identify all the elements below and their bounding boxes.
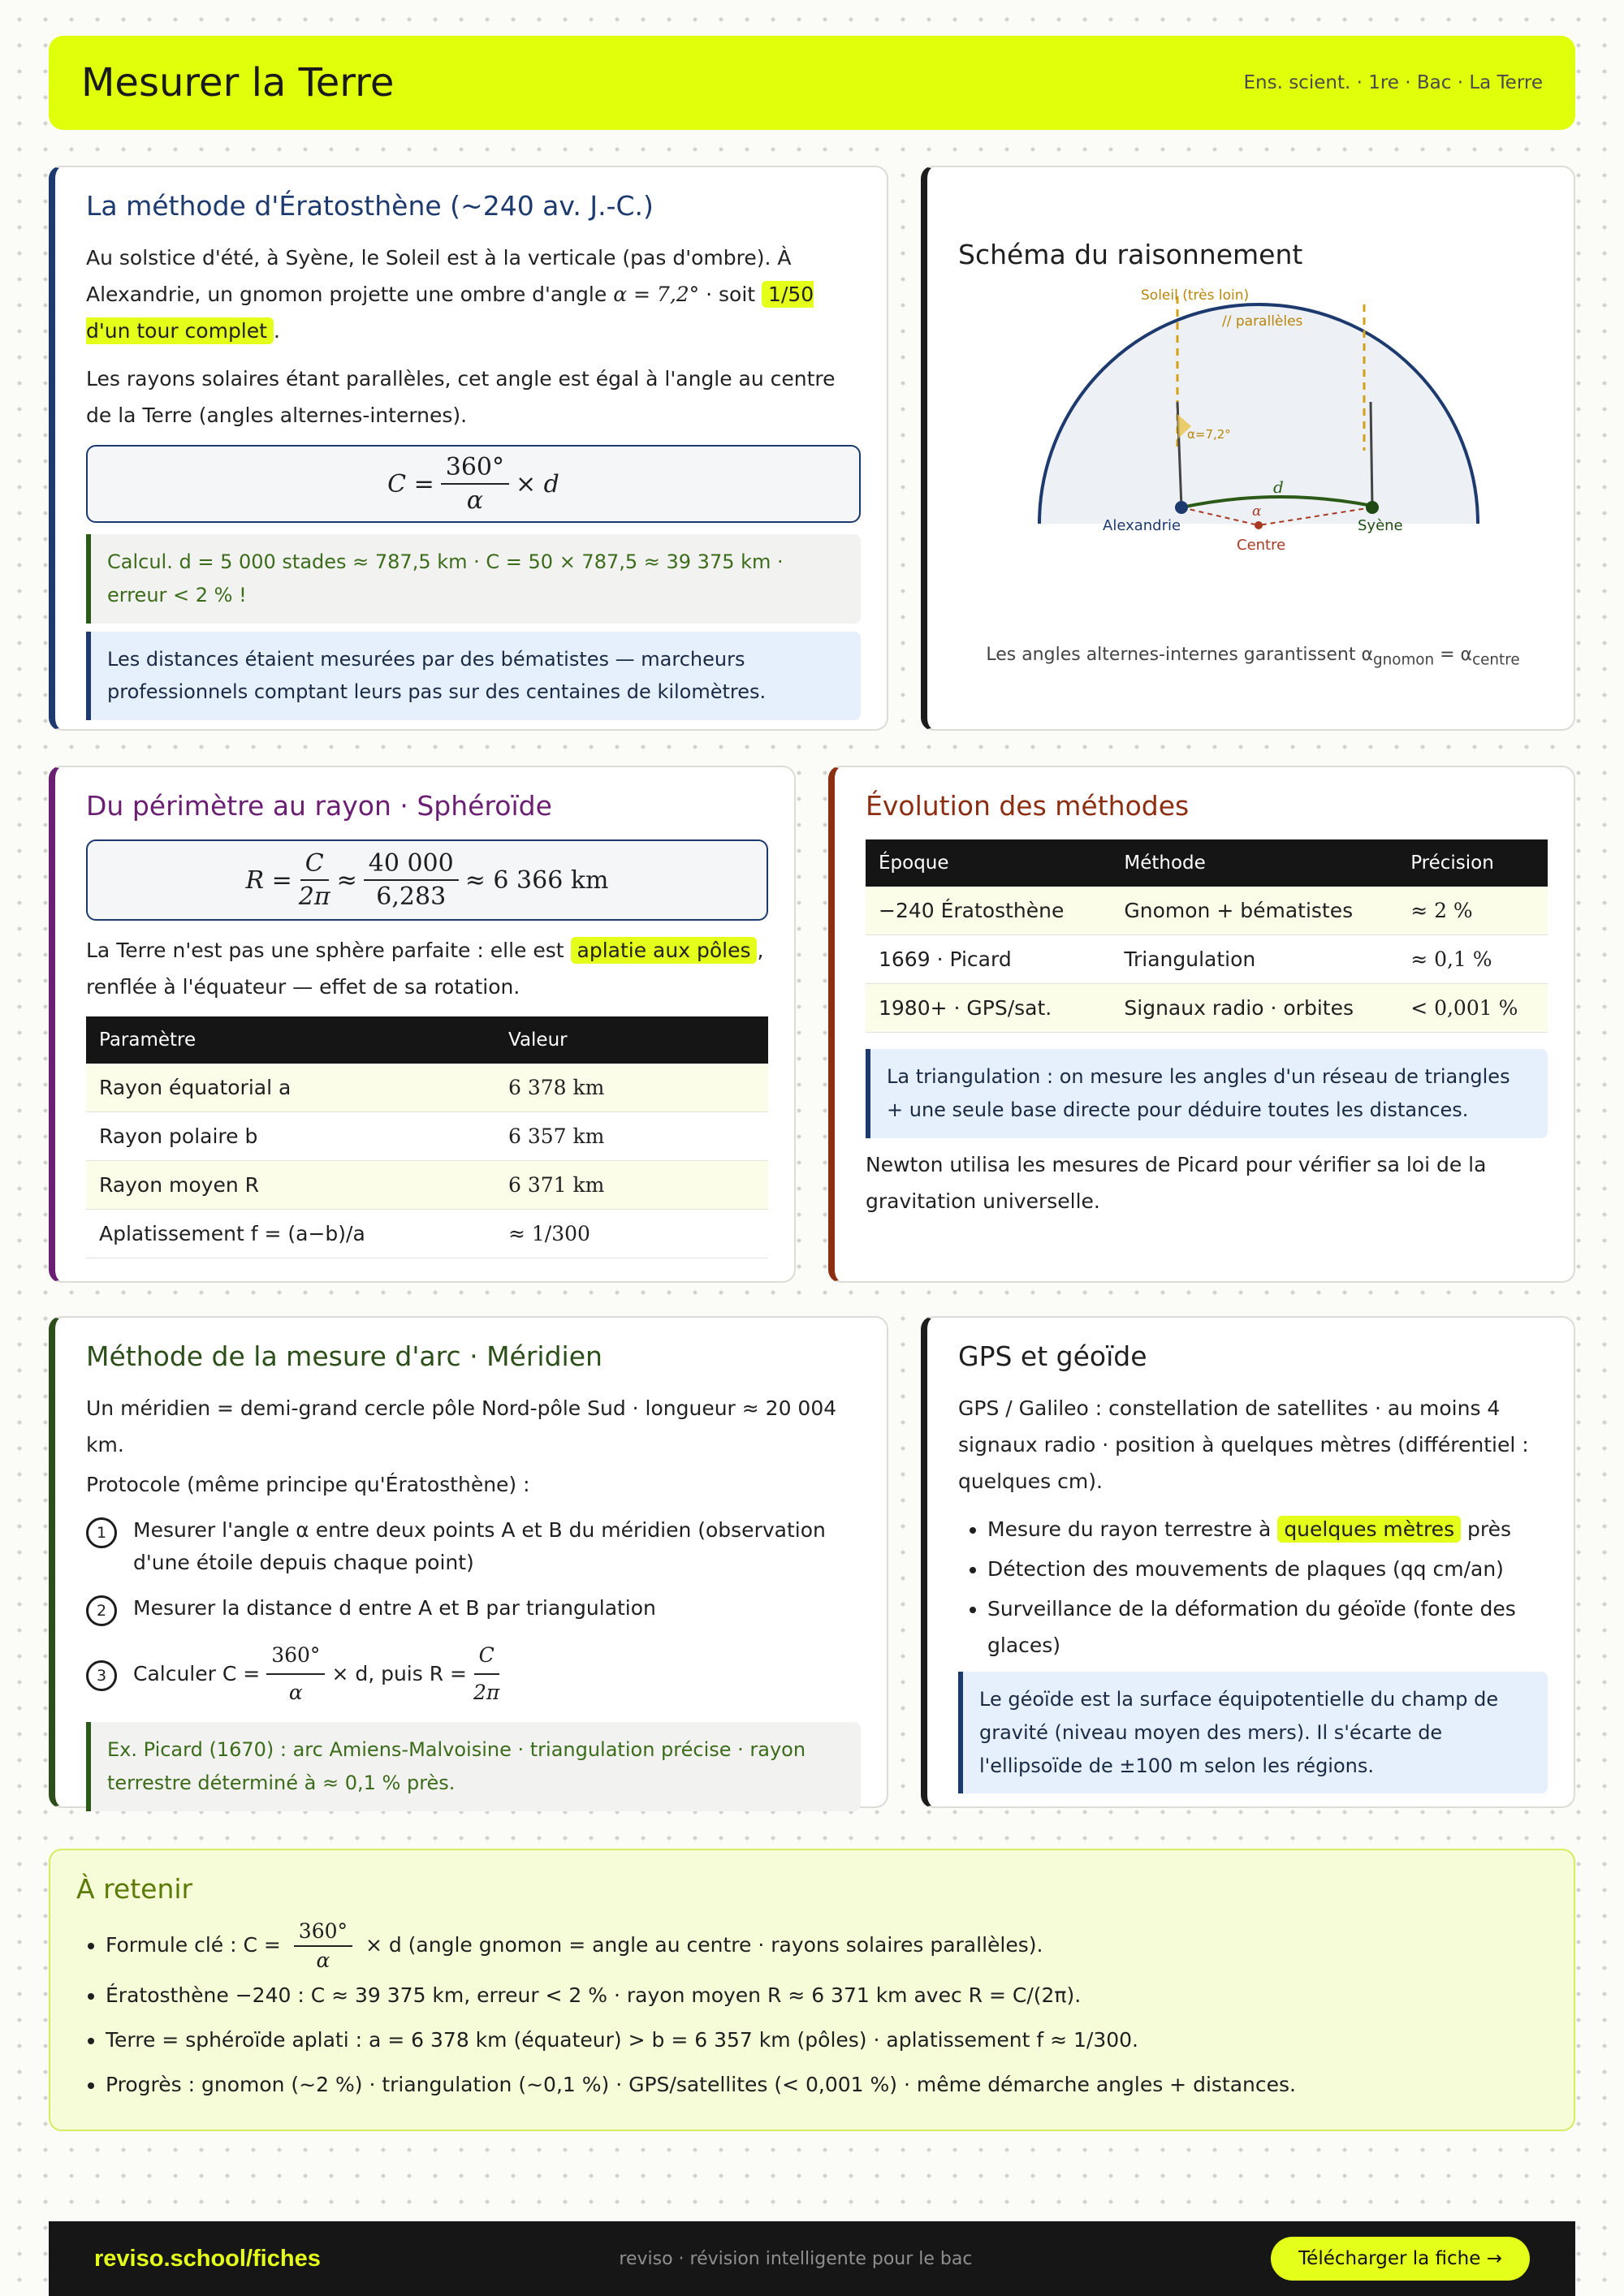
card-evolution [828, 766, 1575, 1283]
highlight-fraction: 1/50 d'un tour complet [86, 283, 814, 343]
parameters-table [86, 1016, 768, 1258]
table-row: Rayon moyen R 6 371 km [86, 1161, 768, 1210]
table-row: −240 Ératosthène Gnomon + bématistes ≈ 2 % [866, 887, 1548, 935]
list-item: • Mesure du rayon terrestre à quelques mètres près [987, 1511, 1548, 1547]
paragraph-parallel-rays: Les rayons solaires étant parallèles, cet angle est égal à l'angle au centre de la Terre (angles alternes-internes). [86, 367, 836, 427]
info-geoide: Le géoïde est la surface équipotentielle du champ de gravité (niveau moyen des mers). Il s'écarte de l'ellipsoïde de ±100 m selon les régions. [958, 1672, 1548, 1793]
paragraph-aplatie: La Terre n'est pas une sphère parfaite : elle est aplatie aux pôles , renflée à l'équateur — effet de sa rotation. [86, 939, 764, 999]
card-title: La méthode d'Ératosthène (~240 av. J.-C.) [86, 190, 654, 222]
list-item: • Terre = sphéroïde aplati : a = 6 378 km (équateur) > b = 6 357 km (pôles) · aplatissement f ≈ 1/300. [106, 2018, 1548, 2062]
footer-tagline: reviso · révision intelligente pour le bac [619, 2248, 973, 2269]
alpha-gnomon-label: α=7,2° [1187, 427, 1231, 442]
methods-table [866, 839, 1548, 1033]
table-row: Rayon polaire b 6 357 km [86, 1112, 768, 1161]
paragraph-solstice: Au solstice d'été, à Syène, le Soleil est à la verticale (pas d'ombre). À Alexandrie, un gnomon projette une ombre d'angle α = 7,2° · soit 1/50 d'un tour complet . [86, 246, 814, 343]
summary-list [76, 1919, 1548, 2107]
table-row: 1669 · Picard Triangulation ≈ 0,1 % [866, 935, 1548, 984]
alexandrie-label: Alexandrie [1103, 517, 1181, 534]
highlight-aplatie: aplatie aux pôles [571, 937, 758, 964]
table-header: Valeur [495, 1016, 768, 1064]
eratosthenes-diagram [958, 288, 1559, 629]
list-item: 1 Mesurer l'angle α entre deux points A et B du méridien (observation d'une étoile depuis chaque point) [86, 1514, 861, 1579]
card-meridien [49, 1316, 888, 1808]
card-title: Du périmètre au rayon · Sphéroïde [86, 790, 552, 822]
gnomon-syene [1371, 402, 1372, 507]
alpha-centre-label: α [1252, 503, 1262, 520]
summary-title: À retenir [76, 1873, 193, 1905]
parallels-label: // parallèles [1222, 313, 1303, 330]
centre-point [1255, 521, 1263, 529]
card-title: GPS et géoïde [958, 1340, 1147, 1372]
list-item: • Formule clé : C = $\frac{360^\circ}{\alpha}$ × d (angle gnomon = angle au centre · rayons solaires parallèles). [106, 1919, 1548, 1973]
list-item: 3 Calculer C = $\frac{360^\circ}{\alpha}$ × d, puis R = $\frac{C}{2\pi}$ [86, 1639, 861, 1709]
gps-uses-list [958, 1511, 1548, 1664]
list-item: • Progrès : gnomon (~2 %) · triangulation (~0,1 %) · GPS/satellites (< 0,001 %) · même démarche angles + distances. [106, 2062, 1548, 2107]
card-schema [921, 166, 1575, 731]
diagram-caption: Les angles alternes-internes garantissent $\alpha_{gnomon} = \alpha_{centre}$ [986, 645, 1520, 669]
step-number: 2 [86, 1595, 117, 1626]
card-eratosthene [49, 166, 888, 731]
paragraph-newton: Newton utilisa les mesures de Picard pour vérifier sa loi de la gravitation universelle. [866, 1152, 1487, 1213]
download-button[interactable]: Télécharger la fiche → [1271, 2237, 1530, 2281]
centre-label: Centre [1237, 537, 1286, 554]
step-number: 1 [86, 1517, 117, 1548]
list-item: • Détection des mouvements de plaques (qq cm/an) [987, 1551, 1548, 1587]
table-row: 1980+ · GPS/sat. Signaux radio · orbites < 0,001 % [866, 984, 1548, 1033]
table-row: Rayon équatorial a 6 378 km [86, 1064, 768, 1112]
formula-radius: R = $\frac{C}{2\pi}$ ≈ $\frac{40 000}{6,283}$ ≈ 6 366 km [86, 839, 768, 921]
syene-point [1366, 501, 1379, 514]
formula-circumference: C = $\frac{360^\circ}{\alpha}$ × d [86, 445, 861, 523]
list-item: • Surveillance de la déformation du géoïde (fonte des glaces) [987, 1590, 1548, 1664]
table-header: Paramètre [86, 1016, 495, 1064]
paragraph-protocole: Protocole (même principe qu'Ératosthène) : [86, 1473, 530, 1496]
example-picard-note: Ex. Picard (1670) : arc Amiens-Malvoisine · triangulation précise · rayon terrestre déterminé à ≈ 0,1 % près. [86, 1722, 861, 1811]
card-title: Schéma du raisonnement [958, 239, 1303, 270]
earth-section [1039, 304, 1478, 524]
sun-label: Soleil (très loin) [1141, 288, 1250, 304]
breadcrumb: Ens. scient. · 1re · Bac · La Terre [1243, 72, 1543, 93]
highlight-metres: quelques mètres [1277, 1516, 1461, 1543]
page-title: Mesurer la Terre [81, 60, 395, 106]
table-header: Époque [866, 839, 1111, 887]
card-spheroide [49, 766, 796, 1283]
paragraph-meridien: Un méridien = demi-grand cercle pôle Nord-pôle Sud · longueur ≈ 20 004 km. [86, 1396, 837, 1457]
card-title: Méthode de la mesure d'arc · Méridien [86, 1340, 603, 1372]
protocol-steps [86, 1514, 861, 1709]
card-gps [921, 1316, 1575, 1808]
info-bematistes: Les distances étaient mesurées par des bématistes — marcheurs professionnels comptant leurs pas sur des centaines de kilomètres. [86, 632, 861, 721]
list-item: 2 Mesurer la distance d entre A et B par triangulation [86, 1592, 861, 1626]
list-item: • Ératosthène −240 : C ≈ 39 375 km, erreur < 2 % · rayon moyen R ≈ 6 371 km avec R = C/(2π). [106, 1973, 1548, 2018]
alexandrie-point [1175, 501, 1188, 514]
brand-link[interactable]: reviso.school/fiches [94, 2245, 321, 2272]
d-label: d [1273, 477, 1284, 497]
syene-label: Syène [1358, 517, 1403, 534]
card-title: Évolution des méthodes [866, 790, 1190, 822]
info-triangulation: La triangulation : on mesure les angles d'un réseau de triangles + une seule base directe pour déduire toutes les distances. [866, 1049, 1548, 1138]
table-header: Méthode [1111, 839, 1397, 887]
table-row: Aplatissement f = (a−b)/a ≈ 1/300 [86, 1210, 768, 1258]
calc-note: Calcul. d = 5 000 stades ≈ 787,5 km · C = 50 × 787,5 ≈ 39 375 km · erreur < 2 % ! [86, 534, 861, 624]
table-header: Précision [1397, 839, 1548, 887]
step-number: 3 [86, 1660, 117, 1691]
summary-box [49, 1849, 1575, 2131]
paragraph-gps: GPS / Galileo : constellation de satellites · au moins 4 signaux radio · position à quelques mètres (différentiel : quelques cm). [958, 1396, 1529, 1493]
page-footer [49, 2221, 1575, 2296]
page-header [49, 36, 1575, 130]
